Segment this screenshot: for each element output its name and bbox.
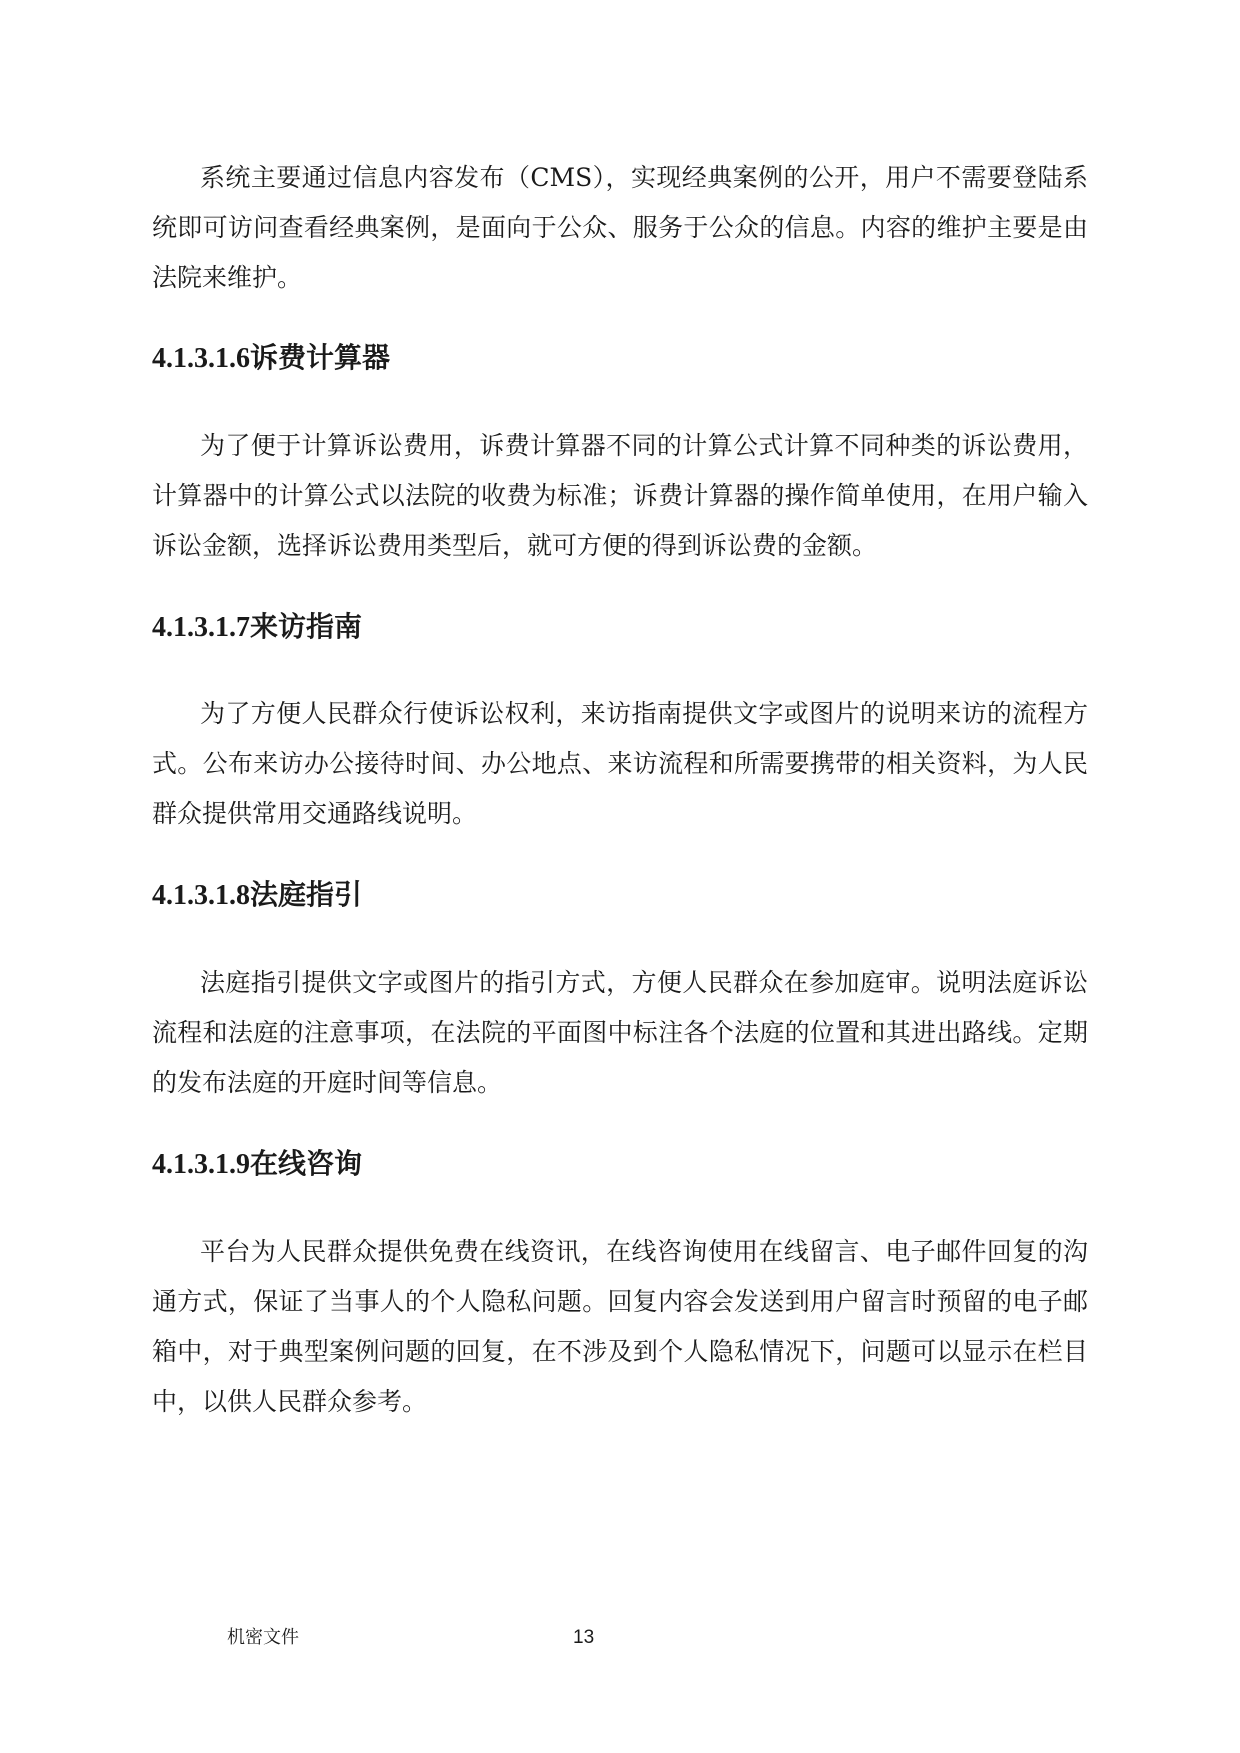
footer-page-number: 13 — [573, 1627, 595, 1648]
section-heading-online-consultation — [152, 1146, 362, 1183]
section-title: 来访指南 — [250, 610, 363, 643]
fee-calculator-paragraph: 为了便于计算诉讼费用，诉费计算器不同的计算公式计算不同种类的诉讼费用，计算器中的计算公式以法院的收费为标准；诉费计算器的操作简单使用，在用户输入诉讼金额，选择诉讼费用类型后，就可方便的得到诉讼费的金额。 — [152, 431, 1088, 560]
section-title: 诉费计算器 — [250, 341, 391, 374]
section-number: 4.1.3.1.9 — [152, 1149, 250, 1180]
section-title: 法庭指引 — [250, 878, 363, 911]
section-heading-court-guide — [152, 877, 362, 914]
section-heading-visit-guide — [152, 609, 362, 646]
section-number: 4.1.3.1.8 — [152, 880, 250, 911]
section-heading-fee-calculator — [152, 340, 390, 377]
footer-confidential-label: 机密文件 — [227, 1627, 299, 1648]
online-consultation-paragraph: 平台为人民群众提供免费在线资讯，在线咨询使用在线留言、电子邮件回复的沟通方式，保证了当事人的个人隐私问题。回复内容会发送到用户留言时预留的电子邮箱中，对于典型案例问题的回复，在不涉及到个人隐私情况下，问题可以显示在栏目中，以供人民群众参考。 — [152, 1237, 1088, 1416]
section-number: 4.1.3.1.7 — [152, 612, 250, 643]
court-guide-paragraph: 法庭指引提供文字或图片的指引方式，方便人民群众在参加庭审。说明法庭诉讼流程和法庭的注意事项，在法院的平面图中标注各个法庭的位置和其进出路线。定期的发布法庭的开庭时间等信息。 — [152, 968, 1088, 1097]
section-number: 4.1.3.1.6 — [152, 343, 250, 374]
visit-guide-paragraph: 为了方便人民群众行使诉讼权利，来访指南提供文字或图片的说明来访的流程方式。公布来访办公接待时间、办公地点、来访流程和所需要携带的相关资料，为人民群众提供常用交通路线说明。 — [152, 699, 1088, 828]
intro-paragraph: 系统主要通过信息内容发布（CMS），实现经典案例的公开，用户不需要登陆系统即可访问查看经典案例，是面向于公众、服务于公众的信息。内容的维护主要是由法院来维护。 — [152, 163, 1088, 292]
section-title: 在线咨询 — [250, 1147, 363, 1180]
